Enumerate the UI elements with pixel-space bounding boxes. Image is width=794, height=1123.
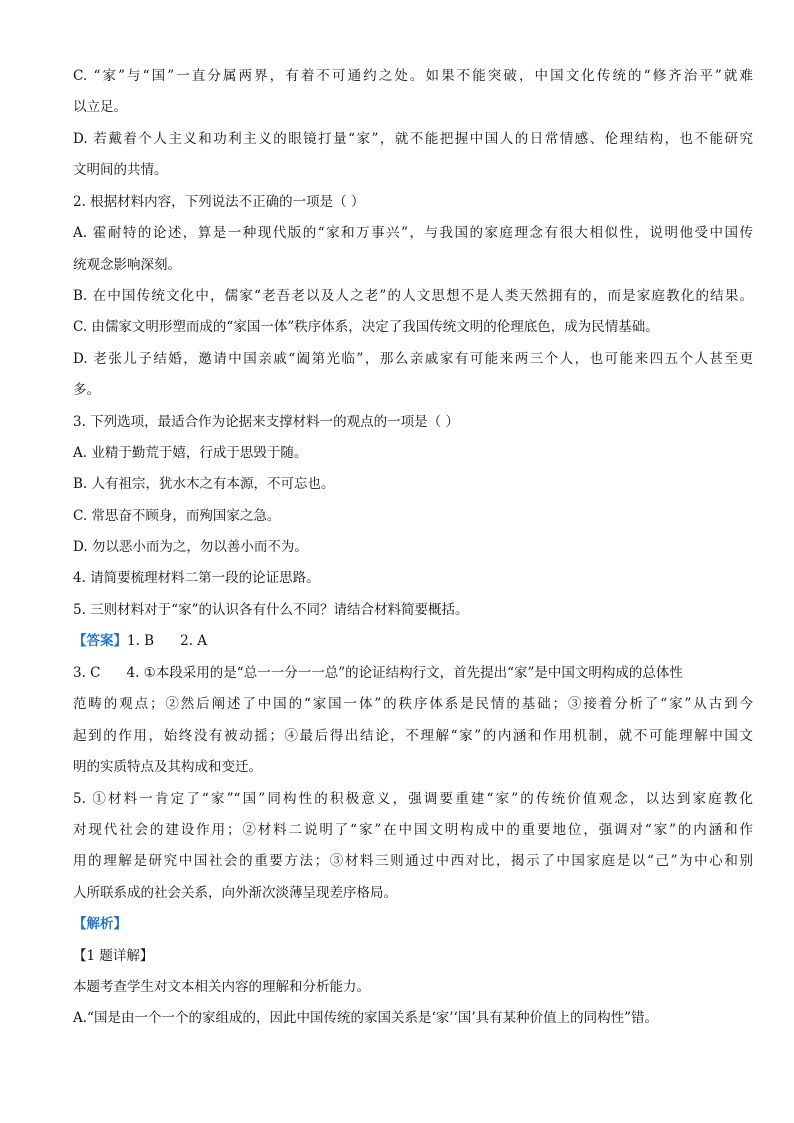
answer-4-line4: 明的实质特点及其构成和变迁。: [73, 759, 262, 775]
analysis-heading: [73, 914, 753, 934]
detail-1-option-a: A.“国是由一个一个的家组成的，因此中国传统的家国关系是‘家’‘国’具有某种价值上的同构性”错。: [73, 1010, 659, 1026]
answer-4-line3: 起到的作用，始终没有被动摇；④最后得出结论，不理解“家”的内涵和作用机制，就不可能理解中国文: [73, 728, 753, 744]
answer-5-line3: 用的理解是研究中国社会的重要方法；③材料三则通过中西对比，揭示了中国家庭是以“己”为中心和别: [73, 853, 753, 869]
answer-5-line1: 5. ①材料一肯定了“家”“国”同构性的积极意义，强调要重建“家”的传统价值观念，以达到家庭教化: [73, 791, 753, 807]
q3-option-c: C. 常思奋不顾身，而殉国家之急。: [73, 508, 281, 524]
q3-option-d: D. 勿以恶小而为之，勿以善小而不为。: [73, 539, 308, 555]
answer-3: 3. C: [73, 665, 101, 681]
q4-stem: 4. 请简要梳理材料二第一段的论证思路。: [73, 570, 320, 586]
detail-1-text: 本题考查学生对文本相关内容的理解和分析能力。: [73, 979, 370, 995]
answer-4-line1: 4. ①本段采用的是“总一一分一一总”的论证结构行文，首先提出“家”是中国文明构成的总体性: [126, 665, 683, 681]
q2-option-b: B. 在中国传统文化中，儒家“老吾老以及人之老”的人文思想不是人类天然拥有的，而是家庭教化的结果。: [73, 288, 753, 304]
q2-option-a-line1: A. 霍耐特的论述，算是一种现代版的“家和万事兴”，与我国的家庭理念有很大相似性，说明他受中国传: [73, 225, 753, 241]
detail-1-label: 【1 题详解】: [73, 948, 154, 964]
q5-stem: 5. 三则材料对于“家”的认识各有什么不同？请结合材料简要概括。: [73, 602, 469, 618]
answer-5-line2: 对现代社会的建设作用；②材料二说明了“家”在中国文明构成中的重要地位，强调对“家”的内涵和作: [73, 822, 753, 838]
q1-option-c-line1: C. “家”与“国”一直分属两界，有着不可通约之处。如果不能突破，中国文化传统的“修齐治平”就难: [73, 68, 753, 84]
q1-option-d-line1: D. 若戴着个人主义和功利主义的眼镜打量“家”，就不能把握中国人的日常情感、伦理结构，也不能研究: [73, 131, 753, 147]
q3-stem: 3. 下列选项，最适合作为论据来支撑材料一的观点的一项是（ ）: [73, 414, 459, 430]
q2-stem: 2. 根据材料内容，下列说法不正确的一项是（ ）: [73, 194, 365, 210]
q2-option-c: C. 由儒家文明形塑而成的“家国一体”秩序体系，决定了我国传统文明的伦理底色，成为民情基础。: [73, 319, 659, 335]
q3-option-b: B. 人有祖宗，犹水木之有本源，不可忘也。: [73, 476, 335, 492]
q1-option-d-line2: 文明间的共情。: [73, 162, 168, 178]
answer-line: [73, 631, 753, 651]
answer-4-line2: 范畴的观点；②然后阐述了中国的“家国一体”的秩序体系是民情的基础；③接着分析了“家”从古到今: [73, 696, 753, 712]
q1-option-c-line2: 以立足。: [73, 99, 127, 115]
q2-option-a-line2: 统观念影响深刻。: [73, 257, 181, 273]
q2-option-d-line1: D. 老张儿子结婚，邀请中国亲戚“阖第光临”，那么亲戚家有可能来两三个人，也可能来四五个人甚至更: [73, 351, 753, 367]
answer-3-4-line1: [73, 663, 753, 683]
q3-option-a: A. 业精于勤荒于嬉，行成于思毁于随。: [73, 445, 308, 461]
answer-label: 【答案】: [73, 633, 127, 649]
answer-5-line4: 人所联系成的社会关系，向外渐次淡薄呈现差序格局。: [73, 885, 397, 901]
answer-1: 1. B: [127, 633, 155, 649]
q2-option-d-line2: 多。: [73, 382, 100, 398]
answer-2: 2. A: [180, 633, 208, 649]
analysis-label: 【解析】: [73, 916, 127, 932]
